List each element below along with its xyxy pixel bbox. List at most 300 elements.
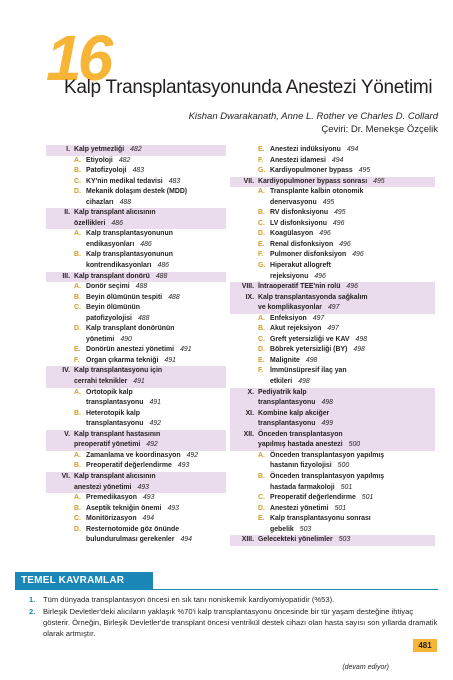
toc-subsection-letter: F.	[258, 156, 264, 164]
toc-entry-title: Organ çıkarma tekniği	[86, 356, 159, 364]
toc-subsection-letter: A.	[258, 314, 265, 322]
toc-entry-title: Hiperakut allogreft	[270, 262, 331, 270]
toc-entry-text	[258, 409, 435, 420]
toc-entry-title: cihazları	[86, 198, 114, 206]
toc-entry-text	[270, 493, 435, 504]
toc-entry-title: hastada farmakoloji	[270, 483, 335, 491]
toc-section-number: V.	[64, 430, 70, 438]
toc-entry	[46, 272, 226, 283]
toc-entry-title: Kalp transplant donörü	[74, 272, 150, 280]
toc-entry	[46, 409, 226, 420]
toc-entry-title: Önceden transplantasyon yapılmış	[270, 472, 385, 480]
toc-subsection-letter: E.	[258, 515, 265, 523]
toc-entry-title: cerrahi teknikler	[74, 378, 128, 386]
toc-page-number: 488	[168, 293, 180, 301]
toc-entry-title: denervasyonu	[270, 198, 317, 206]
toc-page-number: 503	[338, 536, 351, 544]
toc-subsection-letter: B.	[74, 462, 81, 470]
toc-entry	[46, 525, 226, 536]
toc-section-number	[46, 409, 74, 420]
toc-section-number	[46, 514, 74, 525]
toc-entry-title: anestezi yönetimi	[74, 483, 132, 491]
toc-entry-text	[258, 398, 435, 409]
toc-section-number: VII.	[243, 177, 254, 185]
toc-section-number	[230, 145, 258, 156]
chapter-translator: Çeviri: Dr. Menekşe Özçelik	[321, 124, 438, 135]
toc-entry	[230, 440, 435, 451]
toc-entry	[230, 504, 435, 515]
toc-subsection-letter: B.	[74, 504, 81, 512]
toc-entry-text	[74, 198, 226, 209]
toc-section-number	[46, 356, 74, 367]
toc-section-number	[46, 229, 74, 240]
toc-entry	[46, 208, 226, 219]
toc-entry-text	[258, 177, 435, 188]
key-concept-item	[29, 606, 439, 639]
toc-entry-text	[270, 145, 435, 156]
toc-entry	[230, 272, 435, 283]
toc-entry-text	[74, 314, 226, 325]
toc-page-number: 496	[339, 240, 351, 248]
toc-entry-text	[74, 219, 226, 230]
toc-entry-title: transplantasyonu	[258, 420, 316, 428]
toc-entry-title: rejeksiyonu	[270, 272, 309, 280]
toc-section-number	[46, 345, 74, 356]
toc-entry-text	[86, 293, 226, 304]
toc-entry	[230, 483, 435, 494]
toc-entry	[230, 472, 435, 483]
toc-entry-title: Gelecekteki yönelimler	[258, 536, 333, 544]
toc-entry	[230, 535, 435, 546]
toc-entry-title: RV disfonksiyonu	[270, 209, 329, 217]
toc-page-number: 496	[352, 251, 364, 259]
toc-section-number: IX.	[245, 293, 254, 301]
toc-entry-text	[270, 187, 435, 198]
toc-page-number: 494	[331, 156, 344, 164]
toc-entry-text	[74, 419, 226, 430]
toc-subsection-letter: E.	[258, 146, 265, 153]
toc-entry-text	[74, 430, 226, 441]
toc-section-number	[230, 504, 258, 515]
toc-entry	[46, 472, 226, 483]
toc-section-number	[230, 493, 258, 504]
toc-entry-text	[86, 461, 226, 472]
toc-entry	[46, 504, 226, 515]
toc-section-number	[230, 366, 258, 377]
toc-entry-text	[270, 366, 435, 377]
toc-entry-text	[74, 440, 226, 451]
toc-entry-title: Anestezi indüksiyonu	[270, 146, 341, 153]
toc-section-number	[230, 472, 258, 483]
toc-subsection-letter: D.	[258, 230, 265, 238]
toc-page-number: 496	[314, 272, 326, 280]
toc-section-number	[230, 303, 258, 314]
toc-entry-text	[270, 240, 435, 251]
toc-section-number	[230, 335, 258, 346]
toc-section-number	[46, 335, 74, 346]
key-concepts-list	[29, 594, 439, 640]
toc-entry	[230, 208, 435, 219]
toc-entry	[230, 345, 435, 356]
toc-entry-title: yapılmış hastada anestezi	[258, 441, 343, 449]
toc-section-number	[230, 198, 258, 209]
toc-entry-text	[270, 514, 435, 525]
toc-entry-title: İntraoperatif TEE'nin rolü	[258, 283, 341, 291]
toc-entry-title: Kalp yetmezliği	[74, 146, 125, 153]
toc-subsection-letter: B.	[74, 293, 81, 301]
toc-subsection-letter: C.	[74, 177, 81, 185]
toc-entry-title: Beyin ölümünün tespiti	[86, 293, 163, 301]
toc-entry-text	[270, 345, 435, 356]
toc-entry	[230, 409, 435, 420]
chapter-number: 16	[46, 22, 110, 94]
toc-entry-title: Ortotopik kalp	[86, 388, 133, 396]
toc-subsection-letter: F.	[258, 251, 264, 259]
toc-section-number	[46, 419, 74, 430]
toc-entry-title: Kalp transplant donörünün	[86, 325, 175, 333]
toc-subsection-letter: A.	[74, 156, 81, 164]
toc-section-number	[230, 514, 258, 525]
toc-entry-text	[74, 208, 226, 219]
toc-section-number	[46, 219, 74, 230]
toc-entry-title: transplantasyonu	[86, 399, 144, 407]
toc-entry	[46, 398, 226, 409]
toc-section-number	[46, 504, 74, 515]
toc-entry	[46, 145, 226, 156]
toc-entry	[230, 366, 435, 377]
toc-entry-text	[74, 472, 226, 483]
toc-entry	[230, 250, 435, 261]
toc-entry-title: Donör seçimi	[86, 283, 130, 291]
toc-section-number: I.	[66, 146, 70, 153]
toc-section-number	[46, 525, 74, 536]
toc-entry	[46, 198, 226, 209]
toc-subsection-letter: G.	[258, 167, 266, 175]
toc-entry	[46, 229, 226, 240]
toc-subsection-letter: B.	[74, 251, 81, 259]
toc-entry	[46, 156, 226, 167]
toc-entry-title: Preoperatif değerlendirme	[270, 494, 356, 502]
toc-section-number	[230, 461, 258, 472]
toc-page-number: 498	[305, 356, 318, 364]
toc-entry-title: Anestezi yönetimi	[270, 504, 329, 512]
toc-entry-title: Donörün anestezi yönetimi	[86, 346, 175, 354]
toc-entry-text	[86, 356, 226, 367]
toc-entry	[230, 177, 435, 188]
toc-entry-text	[270, 208, 435, 219]
toc-section-number: IV.	[62, 367, 70, 375]
toc-entry	[230, 324, 435, 335]
toc-page-number: 491	[164, 356, 176, 364]
toc-entry-title: Kalp transplant alıcısının	[74, 209, 156, 217]
toc-page-number: 501	[334, 504, 347, 512]
toc-section-number	[230, 314, 258, 325]
toc-section-number	[230, 345, 258, 356]
toc-section-number	[230, 208, 258, 219]
toc-subsection-letter: A.	[74, 494, 81, 502]
toc-entry-title: Enfeksiyon	[270, 314, 307, 322]
toc-entry	[46, 177, 226, 188]
toc-page-number: 495	[334, 209, 346, 217]
toc-entry	[46, 430, 226, 441]
toc-entry-text	[270, 156, 435, 167]
toc-entry-text	[270, 472, 435, 483]
toc-subsection-letter: D.	[74, 188, 81, 196]
toc-section-number: XI.	[245, 409, 254, 417]
toc-entry	[46, 261, 226, 272]
toc-subsection-letter: D.	[74, 525, 81, 533]
toc-entry-title: Greft yetersizliği ve KAV	[270, 335, 350, 343]
toc-page-number: 495	[373, 177, 385, 185]
toc-page-number: 486	[111, 219, 123, 227]
toc-section-number	[230, 156, 258, 167]
toc-entry-text	[86, 409, 226, 420]
toc-subsection-letter: C.	[258, 219, 265, 227]
toc-entry	[46, 356, 226, 367]
toc-subsection-letter: B.	[258, 209, 265, 217]
toc-entry-text	[270, 166, 435, 177]
toc-section-number	[46, 388, 74, 399]
toc-entry	[46, 303, 226, 314]
toc-section-number	[46, 483, 74, 494]
toc-entry-text	[86, 166, 226, 177]
toc-page-number: 492	[146, 441, 158, 449]
toc-entry	[230, 514, 435, 525]
toc-entry	[230, 398, 435, 409]
toc-subsection-letter: B.	[74, 167, 81, 175]
toc-section-number: II.	[64, 209, 70, 217]
toc-entry	[230, 261, 435, 272]
toc-section-number	[230, 261, 258, 272]
toc-section-number	[230, 272, 258, 283]
toc-section-number	[46, 440, 74, 451]
toc-section-number	[230, 324, 258, 335]
toc-entry	[230, 219, 435, 230]
toc-entry-text	[270, 229, 435, 240]
toc-entry-title: kontrendikasyonları	[86, 262, 152, 270]
toc-entry-text	[270, 335, 435, 346]
toc-entry-text	[258, 377, 435, 388]
toc-entry-title: Önceden transplantasyon	[258, 430, 343, 438]
toc-page-number: 498	[353, 346, 365, 354]
toc-entry	[46, 282, 226, 293]
toc-page-number: 482	[118, 156, 131, 164]
key-concept-number: 2.	[29, 607, 36, 616]
toc-subsection-letter: F.	[74, 356, 80, 364]
toc-section-number	[230, 525, 258, 536]
toc-entry	[230, 461, 435, 472]
toc-entry	[46, 219, 226, 230]
toc-entry-title: Kardiyopulmoner bypass	[270, 167, 353, 175]
toc-entry	[46, 440, 226, 451]
toc-entry-text	[258, 198, 435, 209]
toc-entry-text	[74, 261, 226, 272]
toc-entry-title: Pediyatrik kalp	[258, 388, 307, 396]
toc-entry-text	[258, 419, 435, 430]
toc-entry-text	[86, 177, 226, 188]
toc-page-number: 497	[312, 314, 325, 322]
toc-entry	[230, 451, 435, 462]
toc-entry-text	[270, 250, 435, 261]
toc-entry	[46, 377, 226, 388]
toc-entry-title: Pulmoner disfonksiyon	[270, 251, 347, 259]
toc-section-number	[230, 451, 258, 462]
toc-entry	[46, 187, 226, 198]
toc-subsection-letter: D.	[258, 504, 265, 512]
toc-entry-text	[270, 219, 435, 230]
toc-entry-title: özellikleri	[74, 219, 106, 227]
toc-entry-text	[258, 461, 435, 472]
toc-entry	[46, 461, 226, 472]
toc-entry-text	[86, 525, 226, 536]
toc-subsection-letter: A.	[74, 230, 81, 238]
toc-section-number	[46, 261, 74, 272]
toc-section-number	[46, 451, 74, 462]
toc-section-number: III.	[62, 272, 70, 280]
toc-entry	[46, 451, 226, 462]
toc-subsection-letter: B.	[258, 472, 265, 480]
toc-entry	[46, 324, 226, 335]
toc-section-number	[46, 177, 74, 188]
toc-entry-text	[270, 261, 435, 272]
toc-entry-title: Preoperatif değerlendirme	[86, 462, 172, 470]
toc-entry	[46, 240, 226, 251]
toc-page-number: 486	[157, 262, 169, 270]
toc-entry-text	[74, 483, 226, 494]
toc-page-number: 496	[346, 283, 358, 291]
toc-entry	[230, 240, 435, 251]
continued-note: (devam ediyor)	[342, 664, 389, 671]
toc-section-number	[230, 356, 258, 367]
toc-page-number: 494	[142, 515, 155, 523]
toc-entry	[230, 293, 435, 304]
toc-section-number	[46, 398, 74, 409]
chapter-title: Kalp Transplantasyonunda Anestezi Yönetimi	[64, 77, 433, 98]
toc-entry-text	[74, 377, 226, 388]
toc-section-number: VIII.	[241, 283, 254, 291]
toc-page-number: 498	[321, 399, 333, 407]
toc-entry	[230, 525, 435, 536]
toc-entry-title: Zamanlama ve koordinasyon	[86, 451, 181, 459]
toc-entry-title: Heterotopik kalp	[86, 409, 140, 417]
toc-entry	[230, 356, 435, 367]
toc-entry-title: Kardiyopulmoner bypass sonrası	[258, 177, 368, 185]
toc-page-number: 493	[177, 462, 190, 470]
toc-entry-title: LV disfonksiyonu	[270, 219, 327, 227]
chapter-authors: Kishan Dwarakanath, Anne L. Rother ve Charles D. Collard	[188, 111, 438, 122]
toc-entry-title: yönetimi	[86, 335, 115, 343]
toc-page-number: 503	[299, 525, 312, 533]
toc-entry-text	[258, 483, 435, 494]
toc-entry	[230, 377, 435, 388]
toc-entry	[46, 514, 226, 525]
key-concepts-header: TEMEL KAVRAMLAR	[15, 572, 153, 589]
toc-entry-title: ve komplikasyonlar	[258, 304, 322, 312]
toc-page-number: 501	[340, 483, 353, 491]
toc-entry-text	[258, 303, 435, 314]
toc-entry-title: gebelik	[270, 525, 294, 533]
toc-entry	[230, 145, 435, 156]
toc-section-number	[230, 240, 258, 251]
toc-section-number	[46, 461, 74, 472]
toc-entry-text	[74, 366, 226, 377]
toc-page-number: 497	[327, 304, 340, 312]
toc-page-number: 488	[155, 272, 168, 280]
toc-entry-title: endikasyonları	[86, 240, 135, 248]
toc-page-number: 494	[346, 146, 359, 153]
toc-section-number: XIII.	[241, 536, 254, 544]
toc-entry-text	[258, 430, 435, 441]
toc-entry-text	[86, 388, 226, 399]
toc-subsection-letter: A.	[74, 283, 81, 291]
toc-subsection-letter: C.	[74, 515, 81, 523]
toc-entry-title: hastanın fizyolojisi	[270, 462, 332, 470]
toc-entry-text	[270, 504, 435, 515]
toc-entry	[230, 166, 435, 177]
toc-page-number: 491	[149, 399, 161, 407]
toc-entry-title: Premedikasyon	[86, 494, 137, 502]
toc-section-number	[230, 229, 258, 240]
key-concept-text: Birleşik Devletler'deki alıcıların yaklaşık %70'i kalp transplantasyonu öncesinde bir tür yaşam desteğine ihtiyaç gösterir. Örneğin, Birleşik Devletler'de transplant öncesi ventrikül destek cihazı olan hasta sayısı son yıllarda dramatik olarak artmıştır.	[43, 607, 438, 638]
toc-entry-text	[74, 335, 226, 346]
toc-entry-title: Resternotomide göz önünde	[86, 525, 180, 533]
toc-subsection-letter: C.	[258, 494, 265, 502]
toc-section-number	[46, 303, 74, 314]
toc-entry	[230, 430, 435, 441]
toc-subsection-letter: E.	[258, 240, 265, 248]
toc-section-number	[230, 250, 258, 261]
toc-subsection-letter: C.	[74, 304, 81, 312]
toc-entry-title: transplantasyonu	[86, 420, 144, 428]
toc-page-number: 488	[135, 283, 148, 291]
toc-subsection-letter: A.	[258, 451, 265, 459]
toc-entry	[46, 335, 226, 346]
toc-entry-text	[258, 293, 435, 304]
toc-subsection-letter: B.	[258, 325, 265, 333]
toc-entry-text	[258, 535, 435, 546]
toc-entry-text	[86, 187, 226, 198]
toc-section-number	[46, 314, 74, 325]
toc-entry-title: Böbrek yetersizliği (BY)	[270, 346, 348, 354]
toc-section-number	[46, 187, 74, 198]
toc-entry-text	[74, 398, 226, 409]
toc-entry	[46, 293, 226, 304]
toc-entry-text	[74, 145, 226, 156]
toc-page-number: 483	[168, 177, 181, 185]
toc-section-number	[230, 419, 258, 430]
toc-entry-title: Koagülasyon	[270, 230, 314, 238]
toc-entry-text	[86, 514, 226, 525]
toc-subsection-letter: E.	[258, 356, 265, 364]
toc-subsection-letter: A.	[74, 451, 81, 459]
toc-left-column	[46, 145, 226, 546]
toc-subsection-letter: A.	[258, 188, 265, 196]
toc-entry	[230, 198, 435, 209]
toc-entry-title: Kombine kalp akciğer	[258, 409, 330, 417]
toc-entry-text	[270, 356, 435, 367]
toc-entry-text	[258, 525, 435, 536]
toc-entry	[46, 166, 226, 177]
toc-entry-title: Kalp transplantasyonda sağkalım	[258, 293, 368, 301]
toc-subsection-letter: G.	[258, 262, 266, 270]
toc-section-number	[230, 483, 258, 494]
toc-entry-text	[270, 451, 435, 462]
toc-entry-text	[86, 324, 226, 335]
toc-entry-text	[86, 493, 226, 504]
toc-entry-text	[86, 451, 226, 462]
toc-entry-title: etkileri	[270, 378, 293, 386]
toc-entry-title: Renal disfonksiyon	[270, 240, 334, 248]
